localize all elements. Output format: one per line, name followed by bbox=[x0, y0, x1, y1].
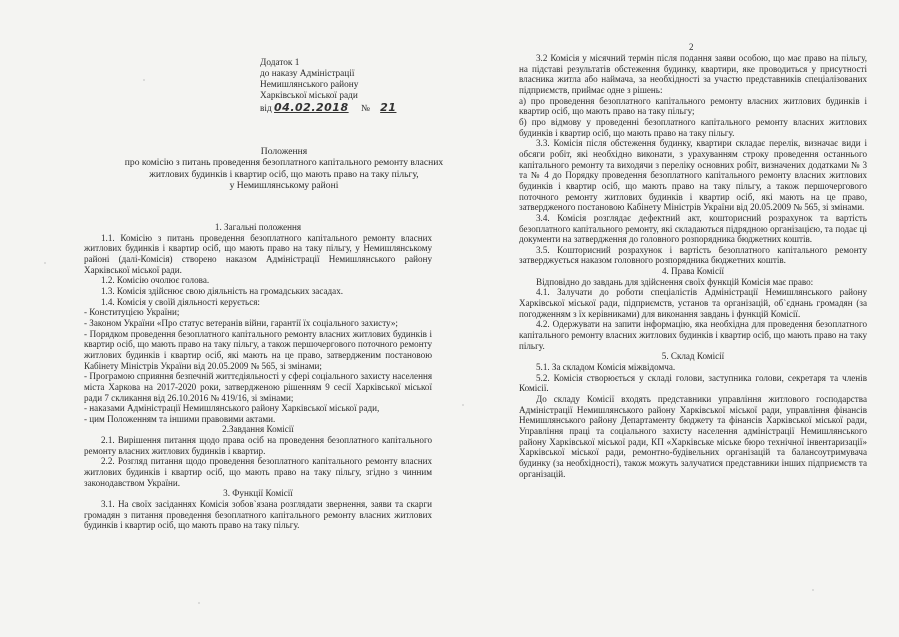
paragraph: До складу Комісії входять представники управління житлового господарства Адміністрації Немишлянського району Харківської міської ради, управління фінансів Немишлянського району Департаменту бюджету та фінансів Харківської міської ради, Управління праці та соціального захисту населення адміністрації Немишлянського району Харківської міської ради, КП «Харківське міське бюро технічної інвентаризації» Харківської міської ради, ремонтно-будівельних організацій та балансоутримувача будинку (за необхідності), також можуть залучатися представники інших підприємств та організацій. bbox=[519, 394, 867, 479]
date-prefix: від bbox=[260, 104, 272, 114]
paragraph: - Програмою сприяння безпечній життєдіяльності у сфері соціального захисту населення міста Харкова на 2017-2020 роки, затвердженою рішенням 9 сесії Харківської міської ради 7 скликання від 26.10.2016 № 419/16, зі змінами; bbox=[84, 371, 432, 403]
annex-line-3: Немишлянського району bbox=[260, 80, 359, 90]
paragraph: 1.3. Комісія здійснює свою діяльність на громадських засадах. bbox=[101, 285, 344, 296]
scan-speck bbox=[44, 262, 46, 264]
paragraph: 3.4. Комісія розглядає дефектний акт, кошторисний розрахунок та вартість безоплатного капітального ремонту, які складаються підрядною організацією, та подає ці документи на затвердження до головного розпорядника бюджетних коштів. bbox=[519, 212, 867, 245]
paragraph: 5.2. Комісія створюється у складі голови, заступника голови, секретаря та членів Комісії. bbox=[519, 372, 867, 394]
paragraph: 3.3. Комісія після обстеження будинку, квартири складає перелік, визначає види і обсяги робіт, які необхідно виконати, з урахуванням строку проведення останнього капітального ремонту та виходячи з переліку основних робіт, визначених додатками № 3 та № 4 до Порядку проведення безоплатного капітального ремонту власних житлових будинків і квартир осіб, що мають право на таку пільгу, а також першочергового поточного ремонту житлових будинків і квартир осіб, які мають на це право, затвердженого постановою Кабінету Міністрів України від 20.05.2009 № 565, зі змінами. bbox=[519, 138, 867, 213]
number-prefix: № bbox=[360, 104, 370, 114]
paragraph: - цим Положенням та іншими правовими актами. bbox=[84, 413, 276, 424]
section-heading: 2.Завдання Комісії bbox=[222, 424, 294, 435]
section-heading: 4. Права Комісії bbox=[661, 266, 725, 277]
annex-date-line bbox=[260, 102, 460, 115]
paragraph: 1.4. Комісія у своїй діяльності керується: bbox=[101, 296, 260, 307]
paragraph: 3.1. На своїх засіданнях Комісія зобов`язана розглядати звернення, заяви та скарги громадян з питання проведення безоплатного капітального ремонту власних житлових будинків і квартир осіб, що мають право на таку пільгу. bbox=[84, 499, 432, 531]
paragraph: 3.5. Кошторисний розрахунок і вартість безоплатного капітального ремонту затверджується наказом головного розпорядника бюджетних коштів. bbox=[519, 244, 867, 266]
annex-line-2: до наказу Адміністрації bbox=[260, 69, 355, 79]
paragraph: 1.1. Комісію з питань проведення безоплатного капітального ремонту власних житлових будинків і квартир осіб, що мають право на таку пільгу, у Немишлянському районі (далі-Комісія) створено наказом Адміністрації Немишлянського району Харківської міської ради. bbox=[84, 232, 432, 275]
title-line-3: житлових будинків і квартир осіб, що мають право на таку пільгу, bbox=[149, 168, 419, 180]
paragraph: 1.2. Комісію очолює голова. bbox=[101, 275, 210, 286]
left-column bbox=[84, 222, 432, 531]
title-line-2: про комісію з питань проведення безоплатного капітального ремонту власних bbox=[124, 157, 444, 169]
annex-block bbox=[260, 58, 460, 115]
title-line-1: Положення bbox=[260, 146, 308, 157]
paragraph: 4.1. Залучати до роботи спеціалістів Адміністрації Немишлянського району Харківської міської ради, підприємств, установ та організацій, об`єднань громадян (за погодженням з їх керівниками) для виконання завдань і функцій Комісії. bbox=[519, 287, 867, 319]
page-number: 2 bbox=[689, 42, 694, 52]
annex-line-4: Харківської міської ради bbox=[260, 91, 358, 101]
title-line-4: у Немишлянському районі bbox=[229, 180, 339, 192]
paragraph: 2.1. Вирішення питання щодо права осіб на проведення безоплатного капітального ремонту власних житлових будинків і квартир. bbox=[84, 435, 432, 456]
right-column bbox=[519, 53, 867, 479]
handwritten-number: 21 bbox=[380, 101, 397, 114]
scan-speck bbox=[143, 79, 145, 81]
document-title bbox=[84, 146, 484, 192]
paragraph: 3.2 Комісія у місячний термін після подання заяви особою, що має право на пільгу, на підставі результатів обстеження будинку, квартири, яке проводиться у присутності власника житла або наймача, за необхідності за участю представників спеціалізованих підприємств, приймає одне з рішень: bbox=[519, 53, 867, 95]
paragraph: 4.2. Одержувати на запити інформацію, яка необхідна для проведення безоплатного капітального ремонту власних житлових будинків і квартир осіб, що мають право на таку пільгу. bbox=[519, 319, 867, 351]
paragraph: б) про відмову у проведенні безоплатного капітального ремонту власних житлових будинків і квартир осіб, що мають право на таку пільгу. bbox=[519, 116, 867, 138]
paragraph: - наказами Адміністрації Немишлянського району Харківської міської ради, bbox=[84, 403, 380, 414]
paragraph: 5.1. За складом Комісія міжвідомча. bbox=[536, 362, 676, 373]
scan-speck bbox=[462, 404, 464, 406]
annex-line-1: Додаток 1 bbox=[260, 58, 300, 68]
scan-speck bbox=[198, 602, 200, 604]
paragraph: Відповідно до завдань для здійснення своїх функцій Комісія має право: bbox=[536, 276, 814, 287]
paragraph: - Порядком проведення безоплатного капітального ремонту власних житлових будинків і квартир осіб, що мають право на таку пільгу, а також першочергового поточного ремонту житлових будинків і квартир осіб, які мають на це право, затвердженим постановою Кабінету Міністрів України від 20.05.2009 № 565, зі змінами; bbox=[84, 328, 432, 371]
paragraph: - Конституцією України; bbox=[84, 307, 180, 318]
scan-speck bbox=[812, 589, 814, 591]
section-heading: 5. Склад Комісії bbox=[661, 351, 725, 362]
paragraph: - Законом України «Про статус ветеранів війни, гарантії їх соціального захисту»; bbox=[84, 317, 398, 328]
paragraph: 2.2. Розгляд питання щодо проведення безоплатного капітального ремонту власних житлових будинків і квартир осіб, що мають право на таку пільгу, згідно з чинним законодавством України. bbox=[84, 456, 432, 488]
paragraph: а) про проведення безоплатного капітального ремонту власних житлових будинків і квартир осіб, що мають право на таку пільгу; bbox=[519, 95, 867, 117]
section-heading: 3. Функції Комісії bbox=[223, 488, 293, 499]
section-heading: 1. Загальні положення bbox=[214, 222, 302, 232]
handwritten-date: 04.02.2018 bbox=[274, 101, 349, 114]
